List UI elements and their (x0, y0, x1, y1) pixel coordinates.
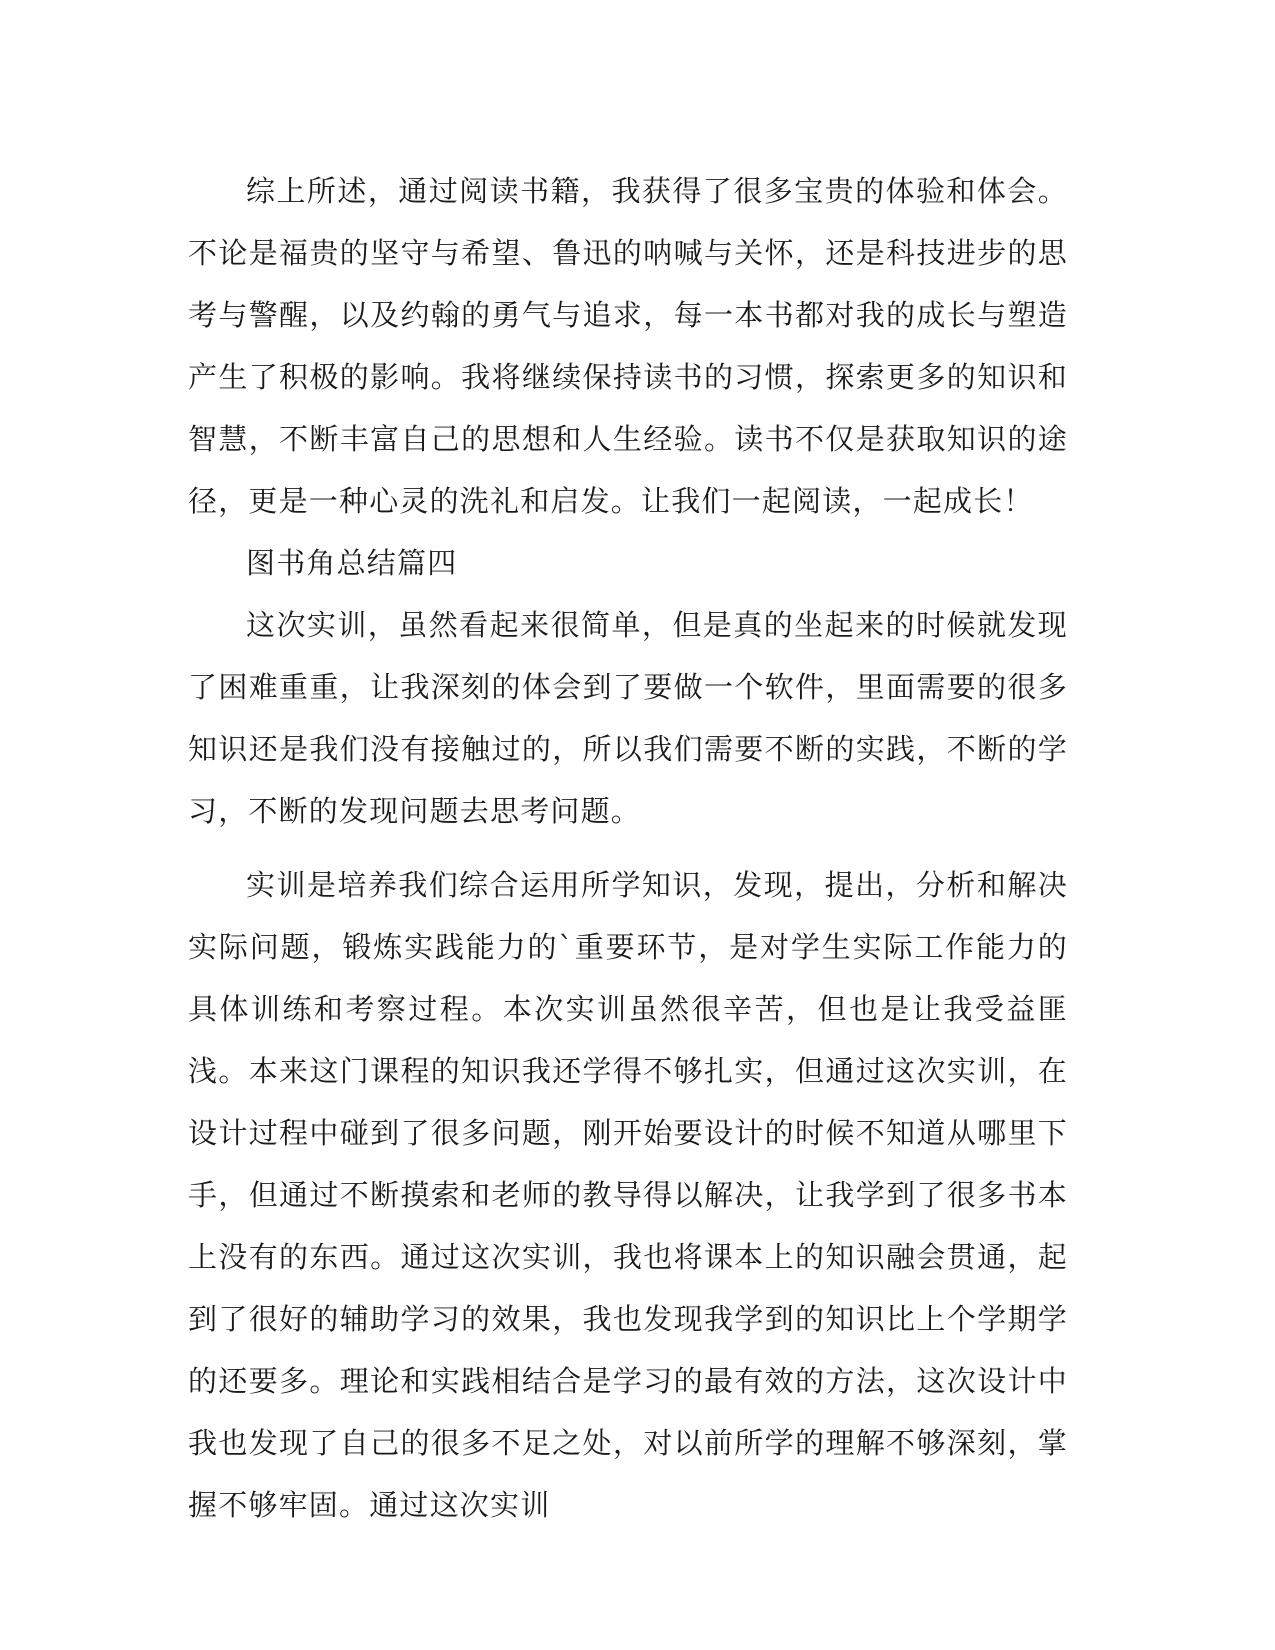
section-heading: 图书角总结篇四 (246, 546, 458, 580)
summary-paragraph: 综上所述，通过阅读书籍，我获得了很多宝贵的体验和体会。不论是福贵的坚守与希望、鲁迅的呐喊与关怀，还是科技进步的思考与警醒，以及约翰的勇气与追求，每一本书都对我的成长与塑造产生了积极的影响。我将继续保持读书的习惯，探索更多的知识和智慧，不断丰富自己的思想和人生经验。读书不仅是获取知识的途径，更是一种心灵的洗礼和启发。让我们一起阅读，一起成长！ (188, 174, 1068, 518)
training-paragraph-1: 这次实训，虽然看起来很简单，但是真的坐起来的时候就发现了困难重重，让我深刻的体会到了要做一个软件，里面需要的很多知识还是我们没有接触过的，所以我们需要不断的实践，不断的学习，不断的发现问题去思考问题。 (188, 608, 1068, 828)
training-paragraph-2: 实训是培养我们综合运用所学知识，发现，提出，分析和解决实际问题，锻炼实践能力的`重要环节，是对学生实际工作能力的具体训练和考察过程。本次实训虽然很辛苦，但也是让我受益匪浅。本来这门课程的知识我还学得不够扎实，但通过这次实训，在设计过程中碰到了很多问题，刚开始要设计的时候不知道从哪里下手，但通过不断摸索和老师的教导得以解决，让我学到了很多书本上没有的东西。通过这次实训，我也将课本上的知识融会贯通，起到了很好的辅助学习的效果，我也发现我学到的知识比上个学期学的还要多。理论和实践相结合是学习的最有效的方法，这次设计中我也发现了自己的很多不足之处，对以前所学的理解不够深刻，掌握不够牢固。通过这次实训 (188, 868, 1068, 1522)
document-body (188, 160, 1068, 1536)
